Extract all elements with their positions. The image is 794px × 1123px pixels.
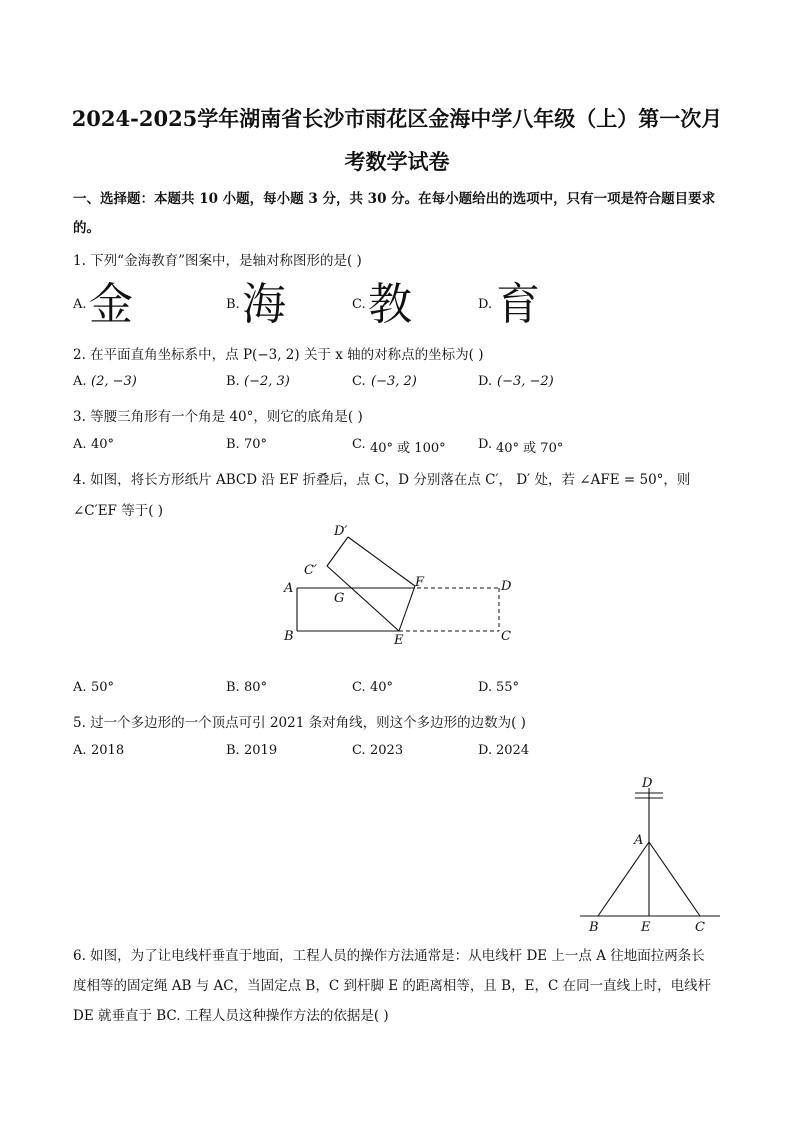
q3-option-c-label: C. xyxy=(352,437,366,452)
q1-option-a-glyph: 金 xyxy=(89,279,133,330)
q5-option-a-label: A. xyxy=(73,743,87,758)
q6-label-c: C xyxy=(695,920,705,935)
q3-option-a-text: 40° xyxy=(91,437,115,452)
q4-label-a: A xyxy=(284,581,294,596)
q6-label-d: D xyxy=(642,776,653,791)
q3-option-b-text: 70° xyxy=(244,437,268,452)
q4-option-c-text: 40° xyxy=(370,680,394,695)
q4-option-c-label: C. xyxy=(352,680,366,695)
q4-option-a-text: 50° xyxy=(91,680,115,695)
q4-option-b-label: B. xyxy=(226,680,240,695)
q1-option-b-label: B. xyxy=(226,297,240,312)
paper-title-line2: 考数学试卷 xyxy=(344,149,450,174)
q5-option-b-text: 2019 xyxy=(244,743,278,758)
q5-option-d-label: D. xyxy=(478,743,493,758)
section-heading: 一、选择题：本题共 10 小题，每小题 3 分，共 30 分。在每小题给出的选项中，只有一项是符合题目要求 xyxy=(73,191,716,207)
q2-option-b-text: (−2, 3) xyxy=(244,374,290,389)
q1-option-c-glyph: 教 xyxy=(368,279,412,330)
question-4-stem-cont: ∠C′EF 等于( ) xyxy=(73,503,164,519)
q5-option-b-label: B. xyxy=(226,743,240,758)
q2-option-d-text: (−3, −2) xyxy=(497,374,554,389)
q3-option-d-text: 40° 或 70° xyxy=(496,441,564,456)
q4-option-d-text: 55° xyxy=(496,680,520,695)
q2-option-b-label: B. xyxy=(226,374,240,389)
question-6-stem-cont: 度相等的固定绳 AB 与 AC，当固定点 B，C 到杆脚 E 的距离相等，且 B，E，C 在同一直线上时，电线杆 xyxy=(73,978,712,994)
q6-label-a: A xyxy=(634,833,644,848)
q2-option-c-label: C. xyxy=(352,374,366,389)
q3-option-b-label: B. xyxy=(226,437,240,452)
q4-label-d-prime: D′ xyxy=(334,524,348,539)
q4-label-d: D xyxy=(501,579,512,594)
question-6-stem: 6. 如图，为了让电线杆垂直于地面，工程人员的操作方法通常是：从电线杆 DE 上一点 A 往地面拉两条长 xyxy=(73,948,705,964)
q4-label-c: C xyxy=(501,629,511,644)
paper-title-line1: 2024-2025学年湖南省长沙市雨花区金海中学八年级（上）第一次月 xyxy=(71,106,723,131)
q5-option-d-text: 2024 xyxy=(496,743,530,758)
q4-label-g: G xyxy=(334,591,345,606)
q4-option-a-label: A. xyxy=(73,680,87,695)
q4-option-d-label: D. xyxy=(478,680,493,695)
q4-label-f: F xyxy=(415,575,425,590)
q1-option-a-label: A. xyxy=(73,297,87,312)
q4-label-e: E xyxy=(394,633,404,648)
q4-edge-d1c1 xyxy=(327,537,348,566)
q4-edge-fd1 xyxy=(348,537,415,586)
q1-option-b-glyph: 海 xyxy=(242,279,286,330)
q2-option-a-text: (2, −3) xyxy=(91,374,137,389)
q4-option-b-text: 80° xyxy=(244,680,268,695)
question-4-stem: 4. 如图，将长方形纸片 ABCD 沿 EF 折叠后，点 C，D 分别落在点 C′， D′ 处，若 ∠AFE = 50°，则 xyxy=(73,472,691,488)
q2-option-c-text: (−3, 2) xyxy=(371,374,417,389)
q3-option-d-label: D. xyxy=(478,437,493,452)
q6-pole-figure xyxy=(575,772,725,937)
q4-edge-ef xyxy=(399,586,415,631)
q1-option-d-glyph: 育 xyxy=(496,279,540,330)
q5-option-a-text: 2018 xyxy=(91,743,125,758)
q5-option-c-label: C. xyxy=(352,743,366,758)
q6-label-e: E xyxy=(641,920,651,935)
q5-option-c-text: 2023 xyxy=(370,743,404,758)
q2-option-d-label: D. xyxy=(478,374,493,389)
q3-option-a-label: A. xyxy=(73,437,87,452)
question-5-stem: 5. 过一个多边形的一个顶点可引 2021 条对角线，则这个多边形的边数为( ) xyxy=(73,715,526,731)
q4-label-c-prime: C′ xyxy=(304,563,317,578)
q6-rope-ab xyxy=(598,842,649,916)
q6-label-b: B xyxy=(589,920,599,935)
question-6-stem-cont2: DE 就垂直于 BC. 工程人员这种操作方法的依据是( ) xyxy=(73,1008,389,1024)
question-3-stem: 3. 等腰三角形有一个角是 40°，则它的底角是( ) xyxy=(73,409,363,425)
q1-option-d-label: D. xyxy=(478,297,493,312)
q4-fold-figure xyxy=(270,520,530,650)
q1-option-c-label: C. xyxy=(352,297,366,312)
q2-option-a-label: A. xyxy=(73,374,87,389)
question-1-stem: 1. 下列“金海教育”图案中，是轴对称图形的是( ) xyxy=(73,253,362,269)
question-2-stem: 2. 在平面直角坐标系中，点 P(−3, 2) 关于 x 轴的对称点的坐标为( ) xyxy=(73,347,484,363)
q4-label-b: B xyxy=(284,629,294,644)
section-heading-cont: 的。 xyxy=(73,220,100,236)
q3-option-c-text: 40° 或 100° xyxy=(370,441,446,456)
q6-rope-ac xyxy=(649,842,700,916)
